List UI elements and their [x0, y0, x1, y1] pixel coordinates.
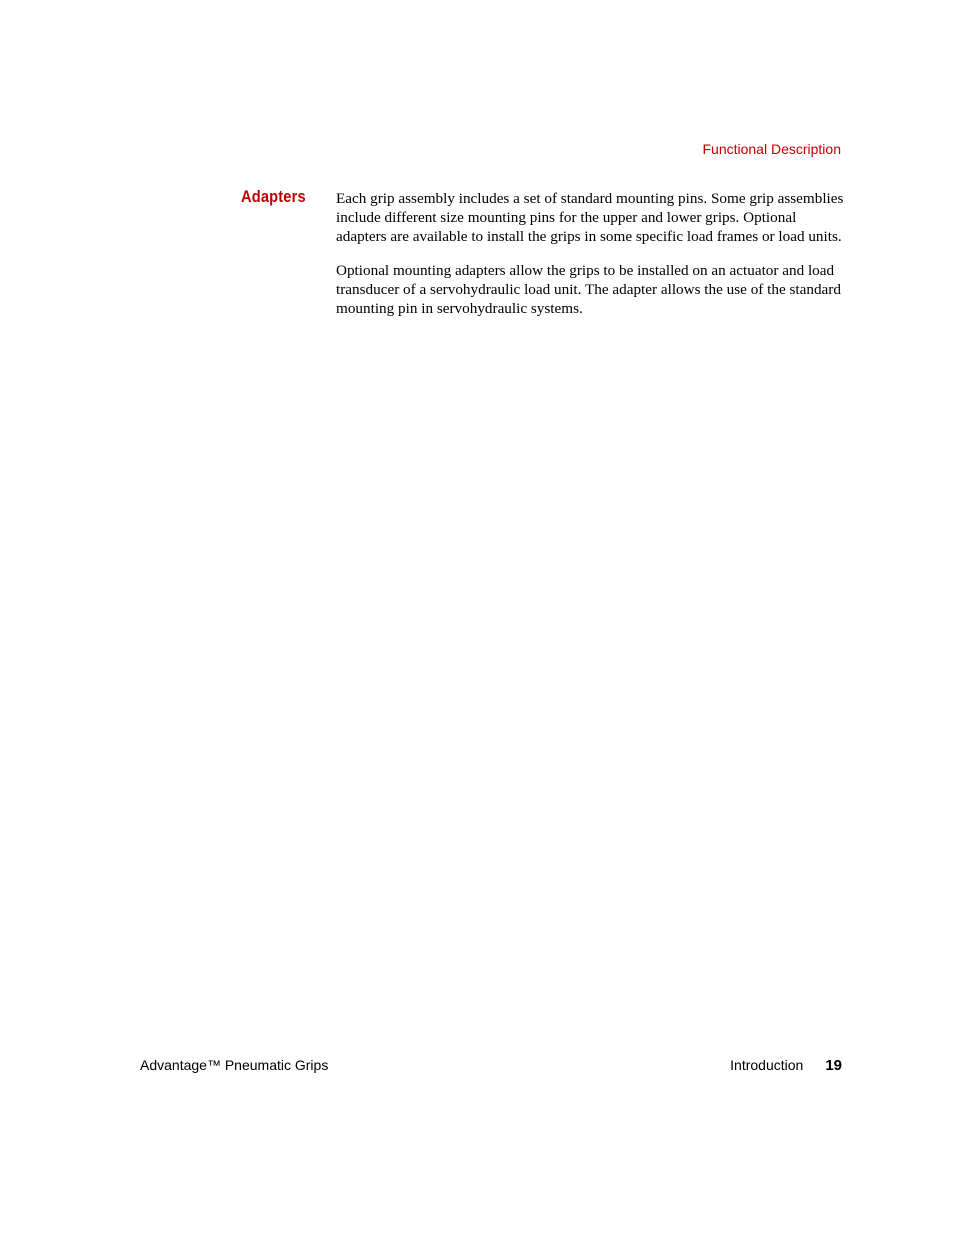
footer-chapter-name: Introduction [730, 1057, 804, 1073]
page-number: 19 [825, 1057, 842, 1074]
running-header-section-title: Functional Description [702, 141, 841, 157]
section-heading-adapters: Adapters [241, 187, 306, 206]
footer-right [730, 1057, 842, 1074]
body-paragraph-2: Optional mounting adapters allow the grips to be installed on an actuator and load transducer of a servohydraulic load unit. The adapter allows the use of the standard mounting pin in servohydraulic systems. [336, 262, 841, 317]
footer-product-title: Advantage™ Pneumatic Grips [140, 1057, 329, 1073]
section-body [336, 189, 846, 333]
body-paragraph-1: Each grip assembly includes a set of standard mounting pins. Some grip assemblies include different size mounting pins for the upper and lower grips. Optional adapters are available to install the grips in some specific load frames or load units. [336, 190, 844, 245]
